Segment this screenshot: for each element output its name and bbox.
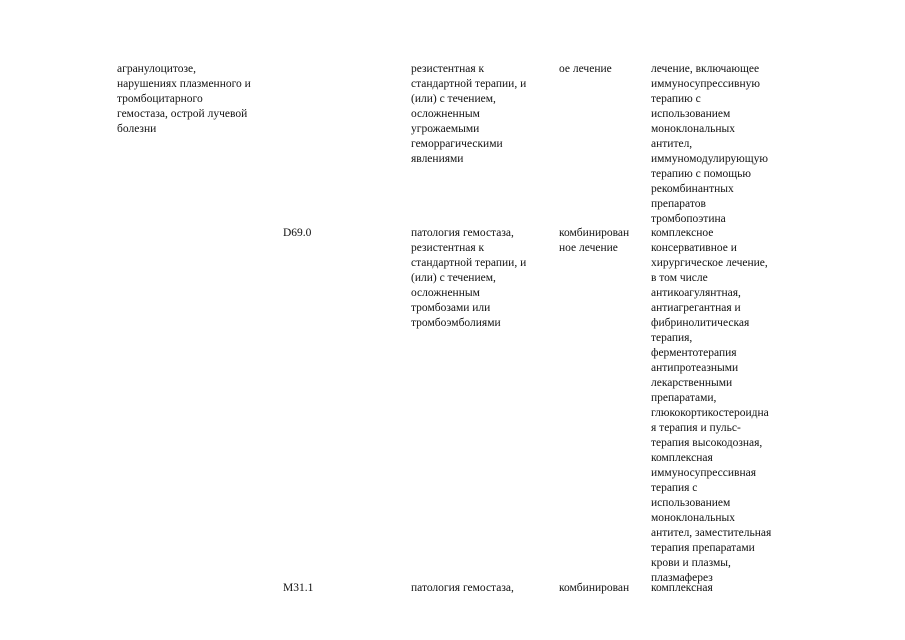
text-line: моноклональных bbox=[651, 512, 735, 524]
text-line: нарушениях плазменного и bbox=[117, 78, 251, 90]
text-line: плазмаферез bbox=[651, 572, 713, 584]
text-line: лечение, включающее bbox=[651, 63, 760, 75]
text-line: тромбопоэтина bbox=[651, 213, 726, 225]
text-line: агранулоцитозе, bbox=[117, 63, 197, 75]
treatment-type-cell bbox=[559, 581, 649, 596]
text-line: рекомбинантных bbox=[651, 183, 734, 195]
text-line: антител, bbox=[651, 138, 693, 150]
text-line: резистентная к bbox=[411, 242, 485, 254]
patient-model-cell bbox=[411, 581, 556, 596]
text-line: осложненным bbox=[411, 287, 480, 299]
patient-model-cell bbox=[411, 226, 556, 331]
text-line: комбинирован bbox=[559, 227, 630, 239]
text-line: антител, заместительная bbox=[651, 527, 772, 539]
text-line: консервативное и bbox=[651, 242, 737, 254]
text-line: использованием bbox=[651, 497, 731, 509]
text-line: антикоагулянтная, bbox=[651, 287, 741, 299]
text-line: угрожаемыми bbox=[411, 123, 480, 135]
text-line: ное лечение bbox=[559, 242, 618, 254]
text-line: явлениями bbox=[411, 153, 464, 165]
text-line: хирургическое лечение, bbox=[651, 257, 768, 269]
text-line: ферментотерапия bbox=[651, 347, 737, 359]
text-line: терапия препаратами bbox=[651, 542, 755, 554]
treatment-type-cell bbox=[559, 226, 649, 256]
text-line: комплексное bbox=[651, 227, 714, 239]
text-line: комбинирован bbox=[559, 582, 630, 594]
text-line: я терапия и пульс- bbox=[651, 422, 741, 434]
text-line: осложненным bbox=[411, 108, 480, 120]
text-line: D69.0 bbox=[283, 227, 312, 239]
text-line: ое лечение bbox=[559, 63, 612, 75]
text-line: терапия высокодозная, bbox=[651, 437, 763, 449]
treatment-type-cell bbox=[559, 62, 649, 77]
text-line: лекарственными bbox=[651, 377, 733, 389]
text-line: тромбоцитарного bbox=[117, 93, 203, 105]
text-line: терапия, bbox=[651, 332, 693, 344]
icd-code-cell bbox=[283, 226, 393, 241]
text-line: патология гемостаза, bbox=[411, 582, 514, 594]
text-line: (или) с течением, bbox=[411, 272, 496, 284]
icd-code-cell bbox=[283, 581, 393, 596]
text-line: глюкокортикостероидна bbox=[651, 407, 769, 419]
text-line: M31.1 bbox=[283, 582, 314, 594]
text-line: препаратов bbox=[651, 198, 706, 210]
text-line: антиагрегантная и bbox=[651, 302, 741, 314]
text-line: использованием bbox=[651, 108, 731, 120]
text-line: гемостаза, острой лучевой bbox=[117, 108, 248, 120]
text-line: в том числе bbox=[651, 272, 708, 284]
text-line: комплексная bbox=[651, 582, 713, 594]
text-line: иммуномодулирующую bbox=[651, 153, 768, 165]
text-line: болезни bbox=[117, 123, 157, 135]
text-line: тромбозами или bbox=[411, 302, 491, 314]
text-line: препаратами, bbox=[651, 392, 717, 404]
text-line: патология гемостаза, bbox=[411, 227, 514, 239]
text-line: резистентная к bbox=[411, 63, 485, 75]
text-line: иммуносупрессивную bbox=[651, 78, 760, 90]
text-line: терапию с bbox=[651, 93, 701, 105]
diagnosis-cell bbox=[117, 62, 282, 137]
text-line: (или) с течением, bbox=[411, 93, 496, 105]
text-line: стандартной терапии, и bbox=[411, 78, 527, 90]
text-line: тромбоэмболиями bbox=[411, 317, 501, 329]
text-line: антипротеазными bbox=[651, 362, 739, 374]
text-line: стандартной терапии, и bbox=[411, 257, 527, 269]
text-line: фибринолитическая bbox=[651, 317, 750, 329]
patient-model-cell bbox=[411, 62, 556, 167]
treatment-method-cell bbox=[651, 62, 801, 227]
treatment-method-cell bbox=[651, 581, 801, 596]
text-line: моноклональных bbox=[651, 123, 735, 135]
text-line: терапию с помощью bbox=[651, 168, 751, 180]
treatment-method-cell bbox=[651, 226, 801, 586]
text-line: крови и плазмы, bbox=[651, 557, 731, 569]
text-line: геморрагическими bbox=[411, 138, 503, 150]
text-line: иммуносупрессивная bbox=[651, 467, 756, 479]
text-line: терапия с bbox=[651, 482, 698, 494]
text-line: комплексная bbox=[651, 452, 713, 464]
